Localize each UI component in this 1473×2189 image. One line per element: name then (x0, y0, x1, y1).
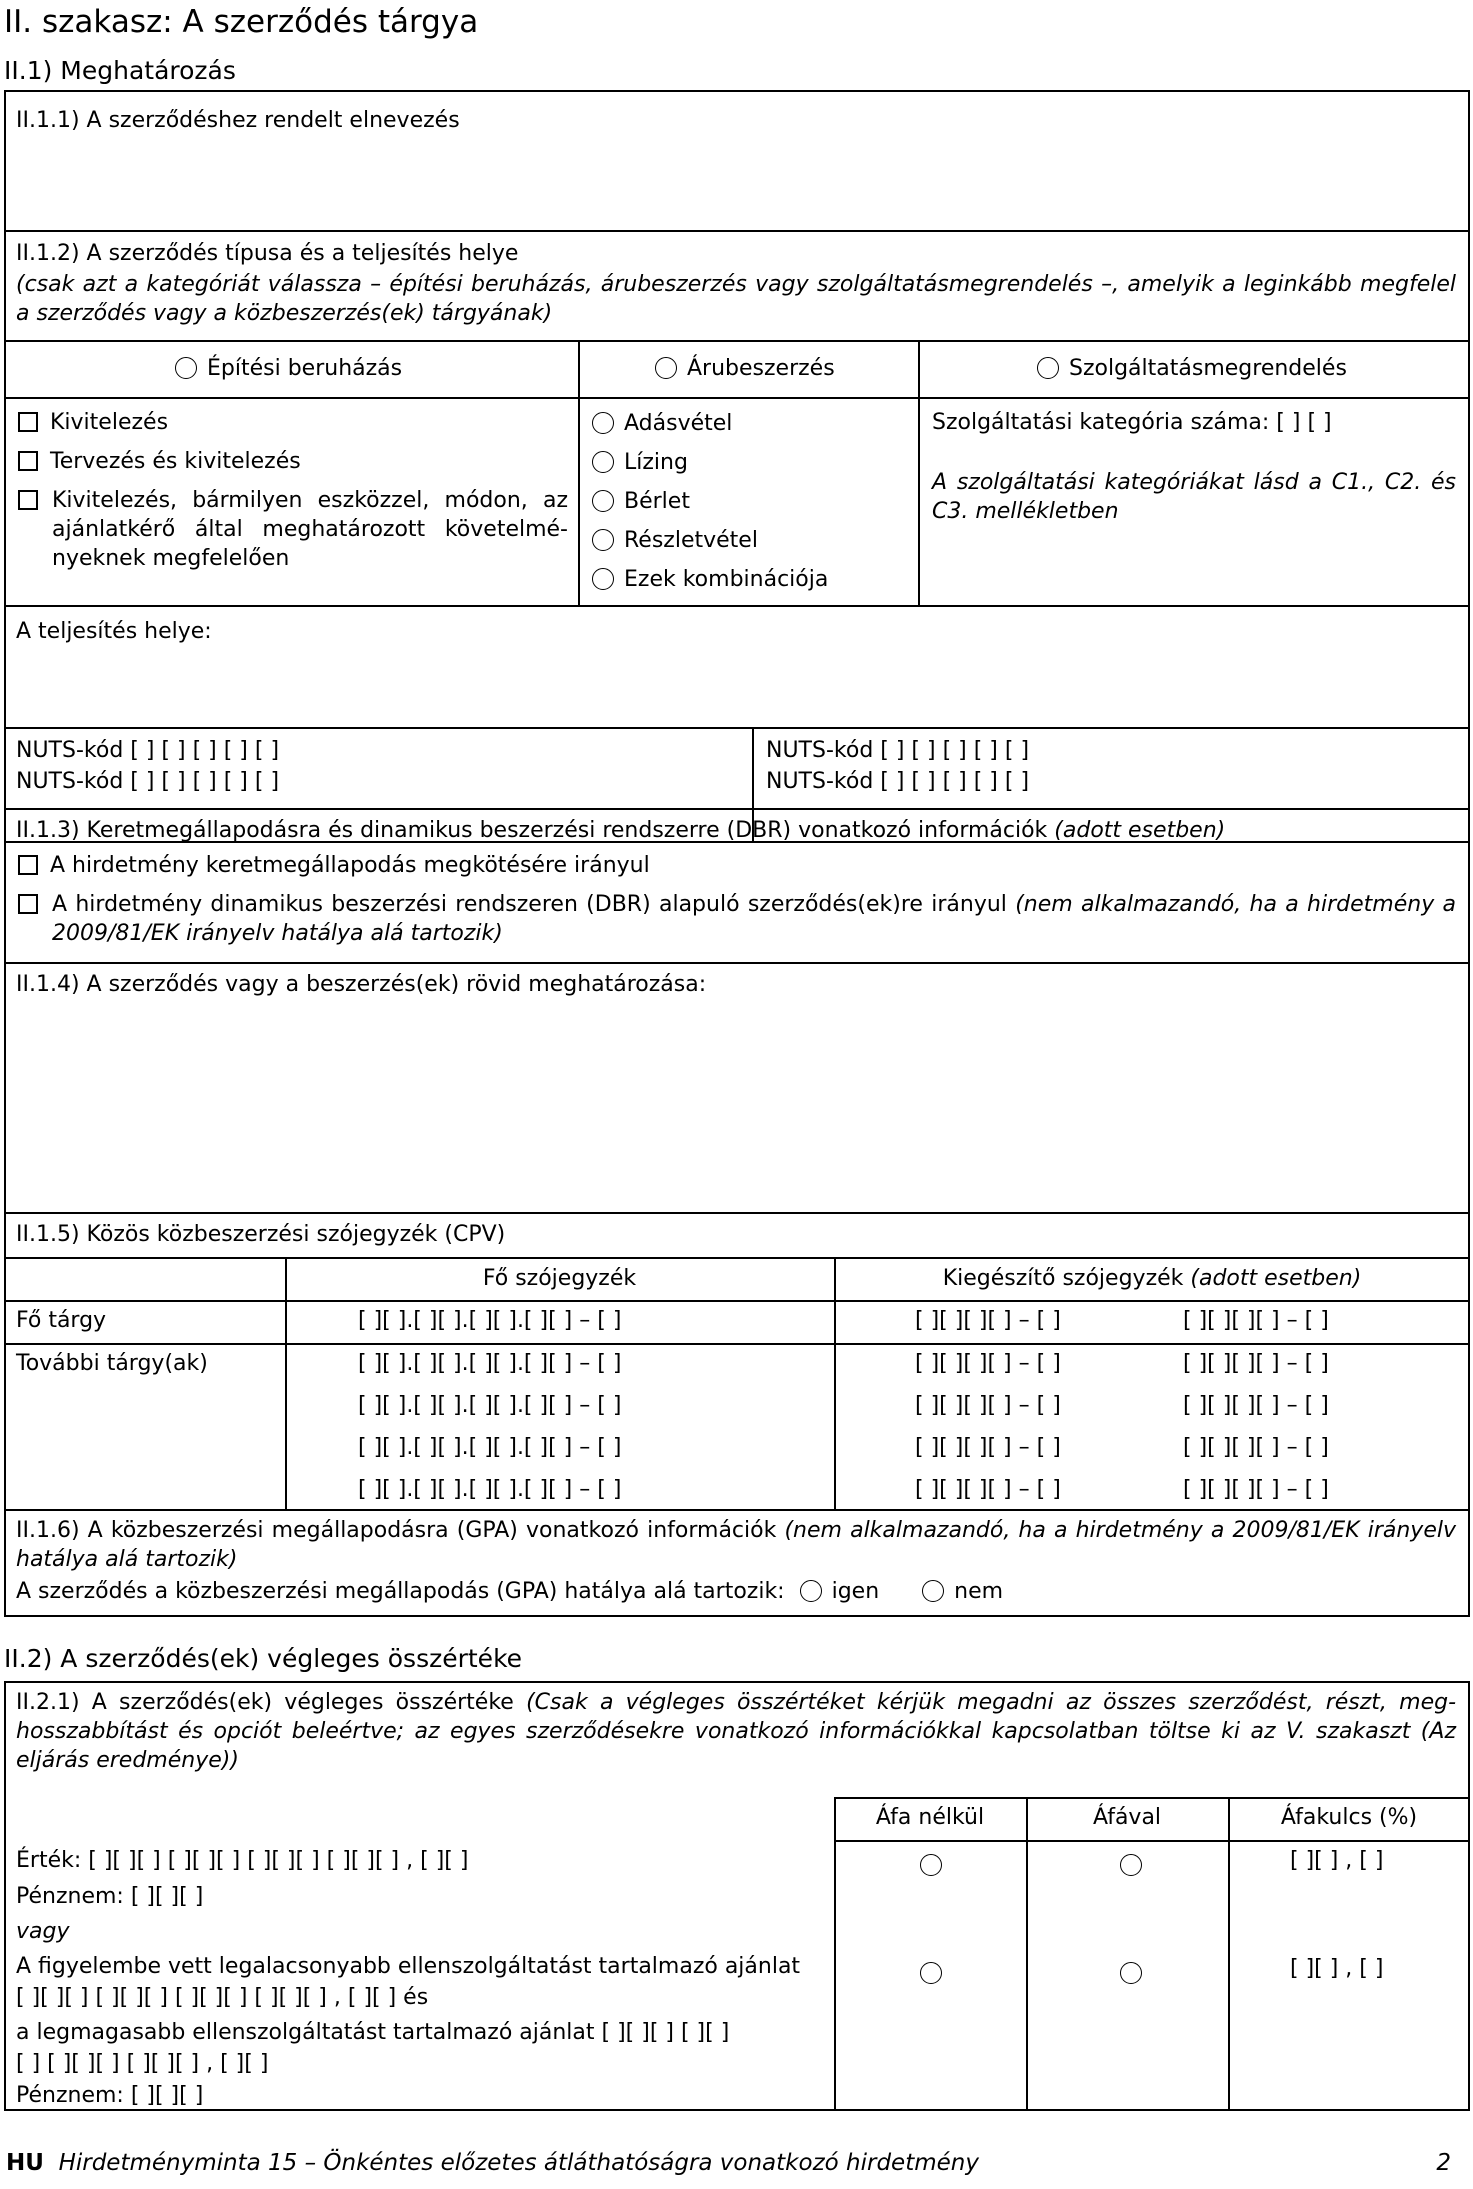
page-number: 2 (1436, 2150, 1451, 2176)
II15-title: II.1.5) Közös közbeszerzési szójegyzék (CPV) (16, 1222, 506, 1247)
II14-title: II.1.4) A szerződés vagy a beszerzés(ek) rövid meghatározása: (16, 972, 707, 997)
or-label: vagy (16, 1919, 70, 1944)
cpv-main-row-label: Fő tárgy (16, 1308, 107, 1333)
lowest-offer-label: A figyelembe vett legalacsonyabb ellenszolgáltatást tartalmazó ajánlat (16, 1954, 801, 1979)
supplies-radio[interactable] (655, 357, 677, 379)
currency-field[interactable]: Pénznem: [ ][ ][ ] (16, 1884, 204, 1909)
cpv-supp-code[interactable]: [ ][ ][ ][ ] – [ ] (915, 1477, 1061, 1502)
cpv-other-code[interactable]: [ ][ ].[ ][ ].[ ][ ].[ ][ ] – [ ] (358, 1393, 622, 1418)
cpv-other-code[interactable]: [ ][ ].[ ][ ].[ ][ ].[ ][ ] – [ ] (358, 1435, 622, 1460)
services-radio[interactable] (1037, 357, 1059, 379)
cpv-supp-code[interactable]: [ ][ ][ ][ ] – [ ] (915, 1393, 1061, 1418)
highest-offer-label[interactable]: a legmagasabb ellenszolgáltatást tartalmazó ajánlat [ ][ ][ ] [ ][ ] (16, 2020, 730, 2045)
gpa-no[interactable]: nem (922, 1579, 1003, 1604)
radio[interactable] (592, 451, 614, 473)
col-net-header: Áfa nélkül (875, 1805, 985, 1830)
supplies-header[interactable]: Árubeszerzés (655, 355, 835, 384)
services-header[interactable]: Szolgáltatásmegrendelés (1037, 355, 1347, 384)
cpv-other-code[interactable]: [ ][ ].[ ][ ].[ ][ ].[ ][ ] – [ ] (358, 1351, 622, 1376)
nuts-code-field[interactable]: NUTS-kód [ ] [ ] [ ] [ ] [ ] (16, 738, 280, 763)
cpv-supp-code[interactable]: [ ][ ][ ][ ] – [ ] (1183, 1393, 1329, 1418)
supply-option-5[interactable]: Ezek kombinációja (592, 566, 828, 595)
II16-title: II.1.6) A közbeszerzési megállapodásra (GPA) vonatkozó információk (nem alkalmazandó, ha a hirdetmény a 2009/81/EK irányelv hatálya alá tartozik) (16, 1518, 1456, 1572)
works-option-3-label: Kivitelezés, bármilyen eszközzel, módon, az ajánlatkérő által meghatározott követelmé-nyeknek megfelelően (52, 488, 568, 571)
cpv-supp-code[interactable]: [ ][ ][ ][ ] – [ ] (1183, 1351, 1329, 1376)
radio[interactable] (592, 529, 614, 551)
lowest-offer-field[interactable]: [ ][ ][ ] [ ][ ][ ] [ ][ ][ ] [ ][ ][ ] , [ ][ ] és (16, 1985, 429, 2010)
vat-radio-2[interactable] (1120, 1960, 1152, 1989)
dps-option-label: A hirdetmény dinamikus beszerzési rendszeren (DBR) alapuló szerződés(ek)re irányul (nem alkalmazandó, ha a hirdetmény a 2009/81/EK irányelv hatálya alá tartozik) (52, 892, 1457, 946)
footer: HU Hirdetményminta 15 – Önkéntes előzetes átláthatóságra vonatkozó hirdetmény (6, 2150, 979, 2176)
supply-option-2[interactable]: Lízing (592, 449, 688, 478)
II13-title: II.1.3) Keretmegállapodásra és dinamikus beszerzési rendszerre (DBR) vonatkozó információk (adott esetben) (16, 818, 1226, 843)
col-vat-header: Áfával (1092, 1805, 1162, 1830)
checkbox[interactable] (18, 412, 38, 432)
place-label: A teljesítés helye: (16, 619, 212, 644)
radio[interactable] (1120, 1962, 1142, 1984)
cpv-other-code[interactable]: [ ][ ].[ ][ ].[ ][ ].[ ][ ] – [ ] (358, 1477, 622, 1502)
nuts-code-field[interactable]: NUTS-kód [ ] [ ] [ ] [ ] [ ] (766, 769, 1030, 794)
works-radio[interactable] (175, 357, 197, 379)
supply-option-1[interactable]: Adásvétel (592, 410, 732, 439)
cpv-other-row-label: További tárgy(ak) (16, 1351, 208, 1376)
section-title: II. szakasz: A szerződés tárgya (4, 4, 479, 40)
subsection-title-II1: II.1) Meghatározás (4, 56, 236, 85)
checkbox[interactable] (18, 490, 38, 510)
works-option-3-checkbox[interactable] (18, 487, 50, 516)
gpa-question: A szerződés a közbeszerzési megállapodás (GPA) hatálya alá tartozik: igen nem (16, 1579, 1004, 1604)
II21-title: II.2.1) A szerződés(ek) végleges összértéke (Csak a végleges összértéket kérjük megadni az összes szerződést, részt, meg-hosszabbítást és opciót beleértve; az egyes szerződésekre vonatkozó információkkal kapcsolatban töltse ki az V. szakaszt (Az eljárás eredménye)) (16, 1690, 1457, 1773)
radio[interactable] (592, 568, 614, 590)
cpv-main-header: Fő szójegyzék (482, 1266, 637, 1291)
cpv-supp-header: Kiegészítő szójegyzék (adott esetben) (942, 1266, 1362, 1291)
net-radio-2[interactable] (920, 1960, 952, 1989)
checkbox[interactable] (18, 451, 38, 471)
vat-rate-field-1[interactable]: [ ][ ] , [ ] (1290, 1848, 1384, 1873)
checkbox[interactable] (18, 894, 38, 914)
cpv-supp-code[interactable]: [ ][ ][ ][ ] – [ ] (915, 1435, 1061, 1460)
radio[interactable] (920, 1854, 942, 1876)
radio[interactable] (592, 490, 614, 512)
checkbox[interactable] (18, 855, 38, 875)
subsection-title-II2: II.2) A szerződés(ek) végleges összértéke (4, 1644, 523, 1673)
cpv-supp-code[interactable]: [ ][ ][ ][ ] – [ ] (1183, 1308, 1329, 1333)
nuts-code-field[interactable]: NUTS-kód [ ] [ ] [ ] [ ] [ ] (16, 769, 280, 794)
radio[interactable] (922, 1580, 944, 1602)
service-category-field[interactable]: Szolgáltatási kategória száma: [ ] [ ] (932, 410, 1332, 435)
works-option-2[interactable]: Tervezés és kivitelezés (18, 448, 301, 477)
nuts-code-field[interactable]: NUTS-kód [ ] [ ] [ ] [ ] [ ] (766, 738, 1030, 763)
dps-option-checkbox[interactable] (18, 891, 50, 920)
highest-offer-field[interactable]: [ ] [ ][ ][ ] [ ][ ][ ] , [ ][ ] (16, 2051, 269, 2076)
cpv-supp-code[interactable]: [ ][ ][ ][ ] – [ ] (1183, 1435, 1329, 1460)
radio[interactable] (920, 1962, 942, 1984)
framework-option[interactable]: A hirdetmény keretmegállapodás megkötésére irányul (18, 852, 650, 881)
supply-option-3[interactable]: Bérlet (592, 488, 690, 517)
radio[interactable] (1120, 1854, 1142, 1876)
net-radio-1[interactable] (920, 1852, 952, 1881)
gpa-yes[interactable]: igen (800, 1579, 880, 1604)
col-rate-header: Áfakulcs (%) (1280, 1805, 1418, 1830)
works-header[interactable]: Építési beruházás (175, 355, 402, 384)
II11-title: II.1.1) A szerződéshez rendelt elnevezés (16, 108, 460, 133)
radio[interactable] (800, 1580, 822, 1602)
vat-radio-1[interactable] (1120, 1852, 1152, 1881)
II12-title: II.1.2) A szerződés típusa és a teljesítés helye (16, 241, 519, 266)
value-field[interactable]: Érték: [ ][ ][ ] [ ][ ][ ] [ ][ ][ ] [ ][ ][ ] , [ ][ ] (16, 1848, 469, 1873)
radio[interactable] (592, 412, 614, 434)
cpv-supp-code[interactable]: [ ][ ][ ][ ] – [ ] (1183, 1477, 1329, 1502)
cpv-main-code[interactable]: [ ][ ].[ ][ ].[ ][ ].[ ][ ] – [ ] (358, 1308, 622, 1333)
supply-option-4[interactable]: Részletvétel (592, 527, 758, 556)
vat-rate-field-2[interactable]: [ ][ ] , [ ] (1290, 1956, 1384, 1981)
service-category-note: A szolgáltatási kategóriákat lásd a C1., C2. és C3. mellékletben (932, 470, 1456, 524)
works-option-1[interactable]: Kivitelezés (18, 409, 168, 438)
currency-field-2[interactable]: Pénznem: [ ][ ][ ] (16, 2083, 204, 2108)
section-II14-box (4, 962, 1470, 1214)
cpv-supp-code[interactable]: [ ][ ][ ][ ] – [ ] (915, 1351, 1061, 1376)
cpv-supp-code[interactable]: [ ][ ][ ][ ] – [ ] (915, 1308, 1061, 1333)
II12-note: (csak azt a kategóriát válassza – építési beruházás, árubeszerzés vagy szolgáltatásmegrendelés –, amelyik a leginkább megfelel a szerződés vagy a közbeszerzés(ek) tárgyának) (16, 272, 1456, 326)
